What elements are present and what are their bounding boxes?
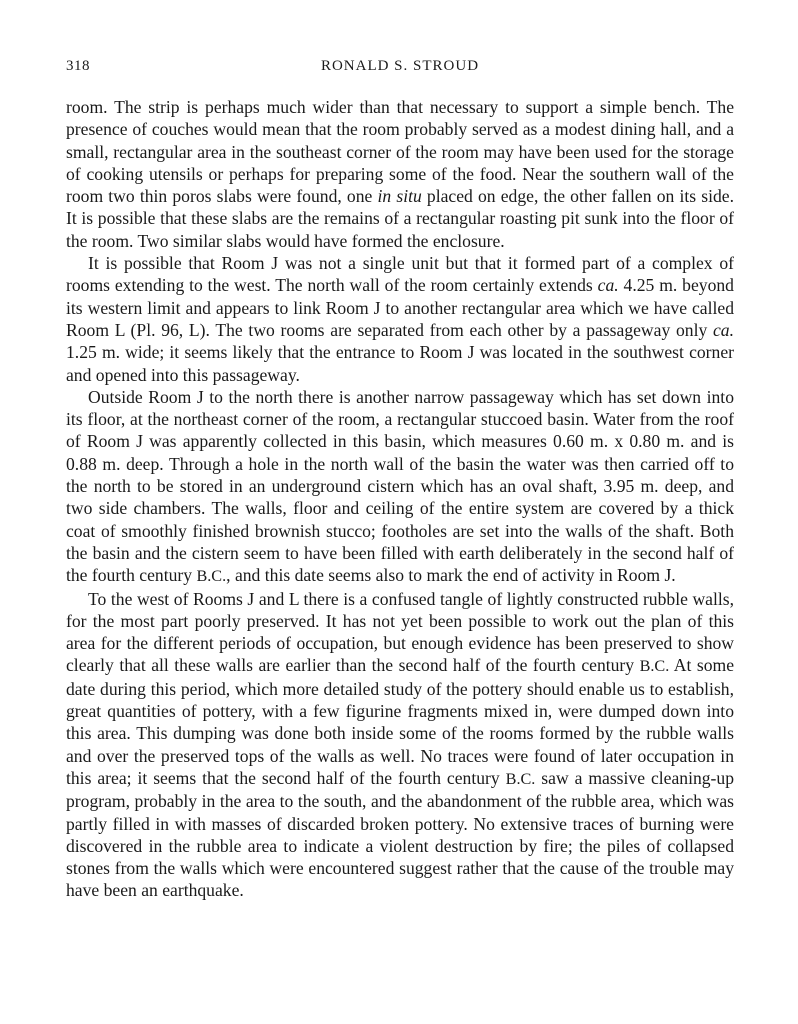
text-run: placed on edge, the other fallen on its side. It is possible that these slabs are the remains of a rectangular roasting pit sunk into the floor of the room. Two similar slabs would have formed the enclosure. (66, 186, 734, 251)
text-run: 1.25 m. wide; it seems likely that the entrance to Room J was located in the southwest corner and opened into this passageway. (66, 342, 734, 385)
paragraph (66, 252, 734, 386)
text-run: , and this date seems also to mark the end of activity in Room J. (226, 565, 676, 586)
text-run: 4.25 m. beyond its western limit and appears to link Room J to another rectangular area which we have called Room L (Pl. 96, L). The two rooms are separated from each other by a passageway only (66, 275, 734, 340)
text-run: To the west of Rooms J and L there is a confused tangle of lightly constructed rubble walls, for the most part poorly preserved. It has not yet been possible to work out the plan of this area for the different periods of occupation, but enough evidence has been preserved to show clearly that all these walls are earlier than the second half of the fourth century (66, 588, 734, 676)
italic-term: ca. (712, 319, 734, 340)
italic-term: in situ (377, 186, 422, 207)
page (66, 58, 734, 902)
text-run: room. The strip is perhaps much wider than that necessary to support a simple bench. The presence of couches would mean that the room probably served as a modest dining hall, and a small, rectangular area in the southeast corner of the room may have been used for the storage of cooking utensils or perhaps for preparing some of the food. Near the southern wall of the room two thin poros slabs were found, one (66, 97, 734, 207)
body-text (66, 96, 734, 902)
paragraph (66, 96, 734, 252)
era-abbreviation: B.C. (639, 657, 670, 676)
page-number: 318 (66, 58, 90, 74)
running-title: RONALD S. STROUD (320, 58, 480, 74)
italic-term: ca. (597, 275, 619, 296)
era-abbreviation: B.C. (196, 567, 227, 586)
era-abbreviation: B.C. (505, 769, 536, 788)
text-run: saw a massive cleaning-up program, probably in the area to the south, and the abandonment of the rubble area, which was partly filled in with masses of discarded broken pottery. No extensive traces of burning were discovered in the rubble area to indicate a violent destruction by fire; the piles of collapsed stones from the walls which were encountered suggest rather that the cause of the trouble may have been an earthquake. (66, 767, 734, 901)
running-head (66, 58, 734, 82)
paragraph (66, 588, 734, 902)
text-run: Outside Room J to the north there is another narrow passageway which has set down into its floor, at the northeast corner of the room, a rectangular stuccoed basin. Water from the roof of Room J was apparently collected in this basin, which measures 0.60 m. x 0.80 m. and is 0.88 m. deep. Through a hole in the north wall of the basin the water was then carried off to the north to be stored in an underground cistern which has an oval shaft, 3.95 m. deep, and two side chambers. The walls, floor and ceiling of the entire system are covered by a thick coat of smoothly finished brownish stucco; footholes are set into the walls of the shaft. Both the basin and the cistern seem to have been filled with earth deliberately in the second half of the fourth century (66, 386, 734, 586)
paragraph (66, 386, 734, 588)
text-run: It is possible that Room J was not a single unit but that it formed part of a complex of rooms extending to the west. The north wall of the room certainly extends (66, 253, 734, 296)
text-run: At some date during this period, which more detailed study of the pottery should enable us to establish, great quantities of pottery, with a few figurine fragments mixed in, were dumped down into this area. This dumping was done both inside some of the rooms formed by the rubble walls and over the preserved tops of the walls as well. No traces were found of later occupation in this area; it seems that the second half of the fourth century (66, 655, 734, 788)
